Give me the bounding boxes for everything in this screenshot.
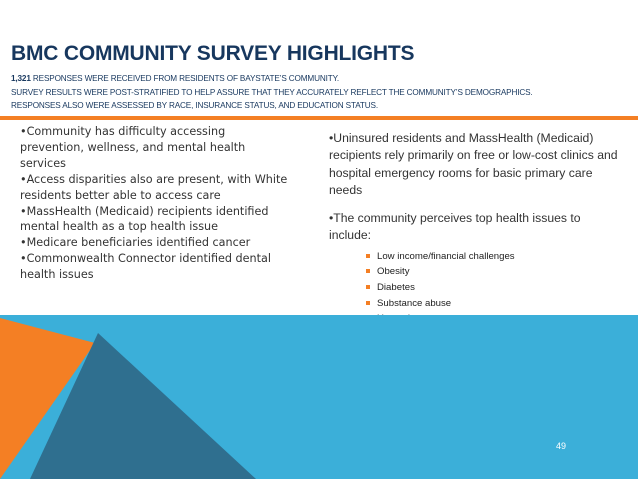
issue-label: Obesity	[377, 266, 410, 278]
issue-item	[369, 280, 619, 296]
right-column	[329, 130, 619, 327]
square-bullet-icon	[366, 285, 370, 289]
issue-label: Low income/financial challenges	[377, 250, 515, 262]
subtitle-line-1	[11, 72, 631, 86]
page-number: 49	[556, 441, 567, 451]
issue-item	[369, 264, 619, 280]
issue-label: Substance abuse	[377, 297, 452, 309]
square-bullet-icon	[366, 269, 370, 273]
issue-item	[369, 249, 619, 265]
left-bullet: •Access disparities also are present, with White residents better able to access care	[20, 172, 288, 202]
slide-subtitle	[11, 72, 631, 113]
right-bullet-primary-care: •Uninsured residents and MassHealth (Medicaid) recipients rely primarily on free or low-cost clinics and hospital emergency rooms for basic primary care needs	[329, 131, 618, 197]
subtitle-line-1-text: RESPONSES WERE RECEIVED FROM RESIDENTS OF BAYSTATE’S COMMUNITY.	[30, 74, 339, 83]
orange-divider	[0, 116, 638, 120]
left-column	[20, 124, 290, 283]
left-bullet: •Community has difficulty accessing prevention, wellness, and mental health services	[20, 125, 246, 170]
issue-item	[369, 296, 619, 312]
square-bullet-icon	[366, 301, 370, 305]
left-bullet: •MassHealth (Medicaid) recipients identified mental health as a top health issue	[20, 204, 269, 234]
right-bullet-top-issues: •The community perceives top health issues to include:	[329, 211, 581, 243]
left-bullet: •Medicare beneficiaries identified cancer	[20, 236, 251, 250]
square-bullet-icon	[366, 254, 370, 258]
footer-decoration	[0, 315, 638, 479]
left-bullet: •Commonwealth Connector identified dental health issues	[20, 252, 271, 282]
response-count: 1,321	[11, 74, 31, 83]
subtitle-line-3: RESPONSES ALSO WERE ASSESSED BY RACE, INSURANCE STATUS, AND EDUCATION STATUS.	[11, 101, 378, 110]
subtitle-line-2: SURVEY RESULTS WERE POST-STRATIFIED TO HELP ASSURE THAT THEY ACCURATELY REFLECT THE COMMUNITY’S DEMOGRAPHICS.	[11, 87, 533, 97]
slide-title: BMC COMMUNITY SURVEY HIGHLIGHTS	[11, 42, 415, 65]
issue-label: Diabetes	[377, 281, 415, 293]
